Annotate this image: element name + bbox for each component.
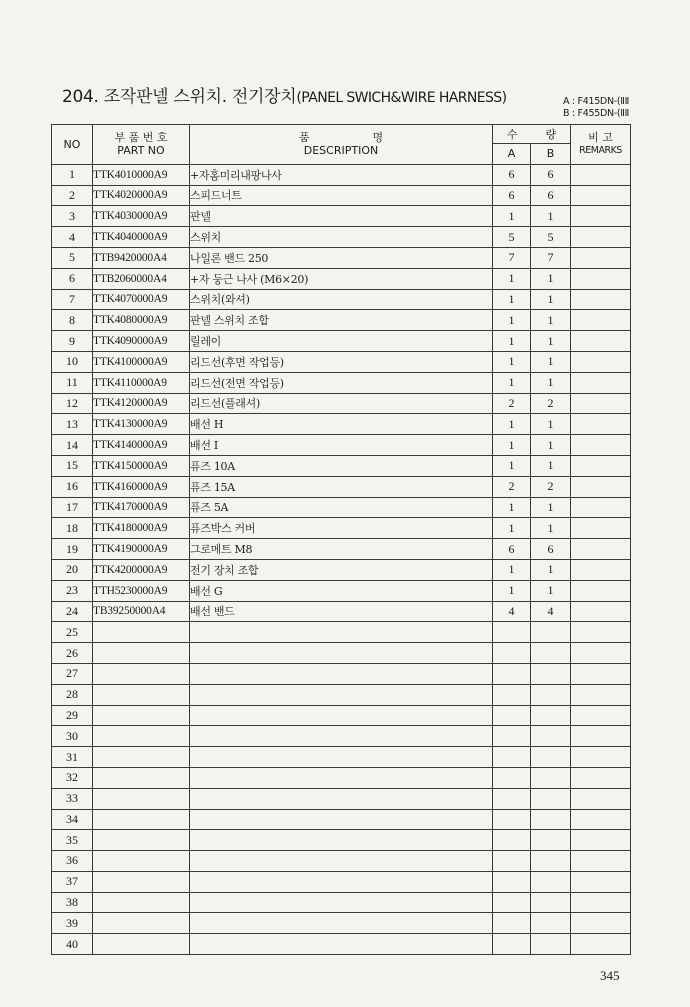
row-description: 배선 밴드	[190, 601, 493, 622]
row-remarks	[571, 871, 631, 892]
row-qty-a: 1	[493, 206, 531, 227]
row-remarks	[571, 247, 631, 268]
row-remarks	[571, 268, 631, 289]
row-description: +자홈미리내팡나사	[190, 164, 493, 185]
row-qty-b	[531, 622, 571, 643]
row-qty-a: 1	[493, 455, 531, 476]
table-body	[52, 164, 631, 954]
table-row	[52, 726, 631, 747]
row-no: 37	[52, 871, 93, 892]
row-description	[190, 871, 493, 892]
row-qty-a: 7	[493, 247, 531, 268]
table-row	[52, 892, 631, 913]
row-part-no: TTK4110000A9	[93, 372, 190, 393]
table-row	[52, 851, 631, 872]
table-row	[52, 643, 631, 664]
row-qty-a	[493, 705, 531, 726]
row-qty-b: 2	[531, 393, 571, 414]
row-no: 25	[52, 622, 93, 643]
row-part-no: TTK4070000A9	[93, 289, 190, 310]
table-row	[52, 809, 631, 830]
row-part-no	[93, 684, 190, 705]
row-qty-b	[531, 767, 571, 788]
row-no: 9	[52, 331, 93, 352]
row-no: 24	[52, 601, 93, 622]
row-no: 36	[52, 851, 93, 872]
page-title	[62, 82, 506, 107]
row-no: 40	[52, 934, 93, 955]
row-description	[190, 913, 493, 934]
table-row	[52, 684, 631, 705]
row-description	[190, 684, 493, 705]
row-qty-b	[531, 913, 571, 934]
row-qty-a: 1	[493, 559, 531, 580]
row-description	[190, 934, 493, 955]
row-qty-a	[493, 663, 531, 684]
row-description	[190, 747, 493, 768]
row-qty-a: 1	[493, 268, 531, 289]
row-remarks	[571, 351, 631, 372]
row-qty-a: 1	[493, 310, 531, 331]
row-qty-b: 7	[531, 247, 571, 268]
row-qty-b: 1	[531, 435, 571, 456]
row-part-no: TTK4130000A9	[93, 414, 190, 435]
row-description	[190, 830, 493, 851]
row-qty-a: 6	[493, 164, 531, 185]
row-qty-b: 1	[531, 455, 571, 476]
row-no: 8	[52, 310, 93, 331]
header-remarks	[571, 125, 631, 165]
row-remarks	[571, 497, 631, 518]
row-no: 30	[52, 726, 93, 747]
row-no: 38	[52, 892, 93, 913]
header-part-no-kr: 부 품 번 호	[114, 131, 168, 145]
row-qty-b: 1	[531, 206, 571, 227]
row-remarks	[571, 414, 631, 435]
row-part-no: TTK4180000A9	[93, 518, 190, 539]
row-description	[190, 851, 493, 872]
row-qty-b	[531, 892, 571, 913]
table-row	[52, 164, 631, 185]
row-remarks	[571, 227, 631, 248]
table-row	[52, 559, 631, 580]
row-qty-a	[493, 622, 531, 643]
table-row	[52, 830, 631, 851]
parts-table	[51, 124, 631, 955]
row-part-no: TTK4010000A9	[93, 164, 190, 185]
table-row	[52, 185, 631, 206]
row-remarks	[571, 788, 631, 809]
row-qty-b: 1	[531, 559, 571, 580]
row-qty-b: 1	[531, 310, 571, 331]
table-row	[52, 310, 631, 331]
row-remarks	[571, 372, 631, 393]
row-qty-a	[493, 871, 531, 892]
row-part-no	[93, 913, 190, 934]
row-description	[190, 809, 493, 830]
row-qty-a: 6	[493, 539, 531, 560]
header-remarks-en: REMARKS	[579, 145, 622, 157]
row-qty-a: 6	[493, 185, 531, 206]
model-b-label: B : F455DN-(ⅡⅡ	[563, 108, 630, 119]
row-remarks	[571, 455, 631, 476]
row-description	[190, 622, 493, 643]
row-description: 릴레이	[190, 331, 493, 352]
row-no: 11	[52, 372, 93, 393]
row-qty-a	[493, 913, 531, 934]
row-qty-b: 1	[531, 289, 571, 310]
row-part-no	[93, 871, 190, 892]
row-remarks	[571, 289, 631, 310]
table-row	[52, 518, 631, 539]
row-description: 배선 H	[190, 414, 493, 435]
row-remarks	[571, 601, 631, 622]
header-qty: 수 량	[493, 125, 571, 144]
row-description: 퓨즈 15A	[190, 476, 493, 497]
table-row	[52, 331, 631, 352]
row-no: 10	[52, 351, 93, 372]
row-no: 17	[52, 497, 93, 518]
row-remarks	[571, 747, 631, 768]
row-qty-b	[531, 747, 571, 768]
row-description: 판넬 스위치 조합	[190, 310, 493, 331]
row-qty-a	[493, 934, 531, 955]
model-a-label: A : F415DN-(ⅡⅡ	[563, 96, 630, 107]
table-row	[52, 913, 631, 934]
row-part-no: TTB2060000A4	[93, 268, 190, 289]
row-remarks	[571, 476, 631, 497]
table-row	[52, 455, 631, 476]
row-no: 20	[52, 559, 93, 580]
table-row	[52, 788, 631, 809]
row-qty-a	[493, 747, 531, 768]
row-qty-a: 1	[493, 289, 531, 310]
row-no: 23	[52, 580, 93, 601]
row-description: 배선 G	[190, 580, 493, 601]
table-row	[52, 580, 631, 601]
row-qty-a	[493, 767, 531, 788]
header-description-en: DESCRIPTION	[303, 144, 379, 158]
header-part-no-en: PART NO	[117, 144, 165, 158]
row-remarks	[571, 934, 631, 955]
row-no: 7	[52, 289, 93, 310]
row-description: 퓨즈 10A	[190, 455, 493, 476]
row-description: 리드선(플래셔)	[190, 393, 493, 414]
table-row	[52, 601, 631, 622]
row-no: 1	[52, 164, 93, 185]
row-remarks	[571, 435, 631, 456]
header-qty-b: B	[531, 144, 571, 165]
row-qty-b	[531, 934, 571, 955]
row-qty-b	[531, 871, 571, 892]
row-qty-b: 1	[531, 580, 571, 601]
row-part-no: TTK4040000A9	[93, 227, 190, 248]
table-row	[52, 268, 631, 289]
row-qty-a	[493, 892, 531, 913]
row-remarks	[571, 518, 631, 539]
title-text: 204. 조작판넬 스위치. 전기장치	[62, 87, 297, 107]
row-remarks	[571, 851, 631, 872]
row-qty-b	[531, 684, 571, 705]
table-row	[52, 871, 631, 892]
row-qty-b: 1	[531, 268, 571, 289]
row-part-no: TTK4170000A9	[93, 497, 190, 518]
row-description: 스위치	[190, 227, 493, 248]
row-no: 31	[52, 747, 93, 768]
row-no: 35	[52, 830, 93, 851]
row-description	[190, 767, 493, 788]
row-part-no	[93, 622, 190, 643]
row-qty-b: 2	[531, 476, 571, 497]
row-description: 전기 장치 조합	[190, 559, 493, 580]
row-description: 나일론 밴드 250	[190, 247, 493, 268]
row-remarks	[571, 580, 631, 601]
row-part-no: TTK4150000A9	[93, 455, 190, 476]
row-qty-b	[531, 809, 571, 830]
row-part-no	[93, 851, 190, 872]
table-row	[52, 435, 631, 456]
row-qty-a: 2	[493, 476, 531, 497]
row-qty-b	[531, 851, 571, 872]
table-row	[52, 414, 631, 435]
header-description	[190, 125, 493, 165]
row-no: 16	[52, 476, 93, 497]
row-part-no	[93, 643, 190, 664]
row-description: 리드선(후면 작업등)	[190, 351, 493, 372]
row-qty-b: 5	[531, 227, 571, 248]
row-qty-b	[531, 726, 571, 747]
row-qty-b	[531, 788, 571, 809]
table-row	[52, 289, 631, 310]
title-subtitle: (PANEL SWICH&WIRE HARNESS)	[296, 90, 507, 106]
row-no: 26	[52, 643, 93, 664]
row-no: 14	[52, 435, 93, 456]
row-qty-b: 6	[531, 164, 571, 185]
row-remarks	[571, 830, 631, 851]
row-qty-b: 1	[531, 331, 571, 352]
table-header	[52, 125, 631, 165]
row-no: 39	[52, 913, 93, 934]
row-remarks	[571, 393, 631, 414]
row-description: 스피드너트	[190, 185, 493, 206]
row-qty-a: 2	[493, 393, 531, 414]
row-qty-a	[493, 851, 531, 872]
model-legend	[563, 96, 629, 120]
row-qty-b	[531, 643, 571, 664]
row-no: 28	[52, 684, 93, 705]
table-row	[52, 497, 631, 518]
row-remarks	[571, 809, 631, 830]
row-qty-b: 1	[531, 351, 571, 372]
row-qty-a	[493, 830, 531, 851]
table-row	[52, 622, 631, 643]
page-number: 345	[600, 968, 620, 983]
row-no: 19	[52, 539, 93, 560]
row-remarks	[571, 539, 631, 560]
row-description	[190, 726, 493, 747]
row-no: 15	[52, 455, 93, 476]
table-row	[52, 767, 631, 788]
row-qty-a: 4	[493, 601, 531, 622]
row-no: 29	[52, 705, 93, 726]
row-no: 33	[52, 788, 93, 809]
table-row	[52, 227, 631, 248]
table-row	[52, 663, 631, 684]
table-row	[52, 247, 631, 268]
row-part-no: TTK4090000A9	[93, 331, 190, 352]
row-part-no: TTK4100000A9	[93, 351, 190, 372]
row-part-no: TTK4200000A9	[93, 559, 190, 580]
row-qty-b: 6	[531, 539, 571, 560]
row-no: 13	[52, 414, 93, 435]
row-part-no	[93, 934, 190, 955]
row-qty-a: 1	[493, 414, 531, 435]
row-part-no	[93, 726, 190, 747]
row-remarks	[571, 185, 631, 206]
row-part-no: TTK4140000A9	[93, 435, 190, 456]
row-qty-a	[493, 643, 531, 664]
row-qty-a	[493, 726, 531, 747]
row-description	[190, 705, 493, 726]
row-no: 5	[52, 247, 93, 268]
row-description: 퓨즈 5A	[190, 497, 493, 518]
row-description	[190, 663, 493, 684]
row-part-no: TB39250000A4	[93, 601, 190, 622]
table-row	[52, 934, 631, 955]
table-row	[52, 372, 631, 393]
row-qty-b: 1	[531, 372, 571, 393]
row-remarks	[571, 206, 631, 227]
row-qty-a	[493, 684, 531, 705]
row-description: 판넬	[190, 206, 493, 227]
row-part-no	[93, 767, 190, 788]
table-row	[52, 747, 631, 768]
row-part-no: TTK4190000A9	[93, 539, 190, 560]
row-qty-a: 1	[493, 518, 531, 539]
row-part-no: TTK4080000A9	[93, 310, 190, 331]
table-row	[52, 393, 631, 414]
row-part-no: TTK4120000A9	[93, 393, 190, 414]
header-no: NO	[52, 125, 93, 165]
header-description-kr: 품 명	[298, 131, 384, 145]
row-qty-a: 1	[493, 372, 531, 393]
row-qty-a	[493, 788, 531, 809]
header-remarks-kr: 비 고	[588, 131, 613, 145]
table-row	[52, 705, 631, 726]
row-no: 6	[52, 268, 93, 289]
header-qty-a: A	[493, 144, 531, 165]
row-remarks	[571, 331, 631, 352]
row-remarks	[571, 164, 631, 185]
row-qty-a: 1	[493, 497, 531, 518]
row-part-no	[93, 892, 190, 913]
row-description	[190, 892, 493, 913]
row-description: 퓨즈박스 커버	[190, 518, 493, 539]
row-qty-b: 6	[531, 185, 571, 206]
row-qty-b	[531, 705, 571, 726]
table-row	[52, 476, 631, 497]
row-remarks	[571, 913, 631, 934]
row-description	[190, 643, 493, 664]
row-part-no	[93, 663, 190, 684]
row-part-no: TTH5230000A9	[93, 580, 190, 601]
row-qty-b	[531, 830, 571, 851]
table-row	[52, 206, 631, 227]
row-qty-a: 1	[493, 435, 531, 456]
row-qty-a: 1	[493, 351, 531, 372]
row-qty-a	[493, 809, 531, 830]
row-part-no	[93, 788, 190, 809]
row-remarks	[571, 622, 631, 643]
header-part-no	[93, 125, 190, 165]
row-part-no	[93, 830, 190, 851]
row-remarks	[571, 767, 631, 788]
row-qty-a: 1	[493, 331, 531, 352]
row-remarks	[571, 726, 631, 747]
row-remarks	[571, 684, 631, 705]
row-no: 32	[52, 767, 93, 788]
row-description: +자 둥근 나사 (M6×20)	[190, 268, 493, 289]
row-part-no: TTB9420000A4	[93, 247, 190, 268]
row-qty-b: 1	[531, 414, 571, 435]
row-no: 4	[52, 227, 93, 248]
table-row	[52, 539, 631, 560]
row-qty-b: 1	[531, 518, 571, 539]
row-qty-b: 4	[531, 601, 571, 622]
row-remarks	[571, 663, 631, 684]
row-no: 3	[52, 206, 93, 227]
row-description: 리드선(전면 작업등)	[190, 372, 493, 393]
row-no: 18	[52, 518, 93, 539]
row-part-no	[93, 747, 190, 768]
table-row	[52, 351, 631, 372]
row-remarks	[571, 643, 631, 664]
row-description: 스위치(와셔)	[190, 289, 493, 310]
row-qty-a: 1	[493, 580, 531, 601]
row-no: 12	[52, 393, 93, 414]
row-no: 34	[52, 809, 93, 830]
row-qty-b: 1	[531, 497, 571, 518]
row-qty-b	[531, 663, 571, 684]
row-qty-a: 5	[493, 227, 531, 248]
row-no: 2	[52, 185, 93, 206]
row-part-no	[93, 809, 190, 830]
row-part-no: TTK4030000A9	[93, 206, 190, 227]
row-remarks	[571, 559, 631, 580]
row-part-no: TTK4020000A9	[93, 185, 190, 206]
row-description: 배선 I	[190, 435, 493, 456]
row-part-no	[93, 705, 190, 726]
row-description	[190, 788, 493, 809]
row-remarks	[571, 705, 631, 726]
row-no: 27	[52, 663, 93, 684]
row-part-no: TTK4160000A9	[93, 476, 190, 497]
row-remarks	[571, 310, 631, 331]
row-description: 그로메트 M8	[190, 539, 493, 560]
row-remarks	[571, 892, 631, 913]
